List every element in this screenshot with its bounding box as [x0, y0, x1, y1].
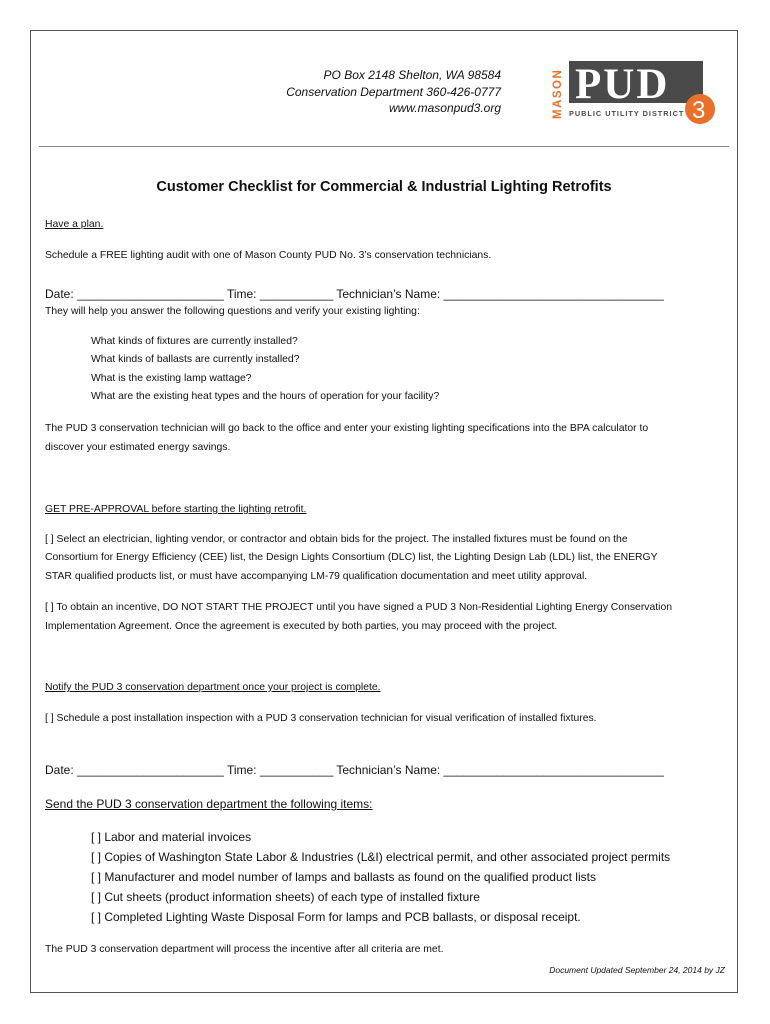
send-item[interactable]: [ ] Cut sheets (product information sheets) of each type of installed fixture [91, 890, 480, 904]
logo-number: 3 [692, 97, 706, 124]
section-heading-send: Send the PUD 3 conservation department the following items: [45, 797, 373, 811]
document-title: Customer Checklist for Commercial & Industrial Lighting Retrofits [156, 179, 612, 195]
checklist-item-line[interactable]: [ ] To obtain an incentive, DO NOT START THE PROJECT until you have signed a PUD 3 Non-Residential Lighting Energy Conservation [45, 602, 673, 613]
bpa-paragraph-line: The PUD 3 conservation technician will go back to the office and enter your existing lighting specifications into the BPA calculator to [45, 423, 649, 434]
send-item[interactable]: [ ] Manufacturer and model number of lamps and ballasts as found on the qualified product lists [91, 870, 596, 884]
schedule-audit-text: Schedule a FREE lighting audit with one of Mason County PUD No. 3’s conservation technicians. [45, 250, 492, 261]
address-block [286, 67, 501, 117]
question-item: What are the existing heat types and the hours of operation for your facility? [91, 391, 440, 402]
send-item[interactable]: [ ] Labor and material invoices [91, 830, 252, 844]
address-line: PO Box 2148 Shelton, WA 98584 [323, 68, 501, 82]
checklist-item-line: Implementation Agreement. Once the agreement is executed by both parties, you may proceed with the project. [45, 621, 558, 632]
document-updated-note: Document Updated September 24, 2014 by JZ [549, 965, 725, 975]
audit-date-line[interactable]: Date: ______________________ Time: ___________ Technician’s Name: _________________________________ [45, 287, 664, 301]
questions-intro: They will help you answer the following questions and verify your existing lighting: [45, 306, 420, 317]
checklist-item-line[interactable]: [ ] Select an electrician, lighting vendor, or contractor and obtain bids for the project. The installed fixtures must be found on the [45, 534, 628, 545]
send-item[interactable]: [ ] Copies of Washington State Labor & Industries (L&I) electrical permit, and other associated project permits [91, 850, 671, 864]
bpa-paragraph-line: discover your estimated energy savings. [45, 442, 231, 453]
checklist-item-line: STAR qualified products list, or must have accompanying LM-79 qualification documentation and meet utility approval. [45, 571, 588, 582]
question-item: What kinds of fixtures are currently installed? [91, 336, 298, 347]
checklist-item-line[interactable]: [ ] Schedule a post installation inspection with a PUD 3 conservation technician for visual verification of installed fixtures. [45, 713, 597, 724]
conservation-phone: Conservation Department 360-426-0777 [286, 84, 501, 99]
section-heading-preapproval: GET PRE-APPROVAL before starting the lighting retrofit. [45, 504, 307, 515]
section-heading-plan: Have a plan. [45, 219, 104, 230]
send-item[interactable]: [ ] Completed Lighting Waste Disposal Form for lamps and PCB ballasts, or disposal receipt. [91, 910, 581, 924]
logo-main-text: PUD [575, 61, 670, 108]
question-item: What is the existing lamp wattage? [91, 373, 252, 384]
header-divider [39, 146, 729, 147]
document-page [30, 30, 738, 993]
section-heading-notify: Notify the PUD 3 conservation department once your project is complete. [45, 682, 381, 693]
logo-subtitle: PUBLIC UTILITY DISTRICT [569, 109, 685, 118]
inspection-date-line[interactable]: Date: ______________________ Time: ___________ Technician’s Name: _________________________________ [45, 763, 664, 777]
website-link[interactable]: www.masonpud3.org [388, 101, 501, 115]
closing-text: The PUD 3 conservation department will process the incentive after all criteria are met. [45, 944, 444, 955]
question-item: What kinds of ballasts are currently installed? [91, 354, 300, 365]
mason-pud3-logo [549, 53, 719, 125]
checklist-item-line: Consortium for Energy Efficiency (CEE) list, the Design Lights Consortium (DLC) list, the Lighting Design Lab (LDL) list, the ENERGY [45, 552, 658, 563]
logo-vertical-text: MASON [552, 68, 564, 119]
